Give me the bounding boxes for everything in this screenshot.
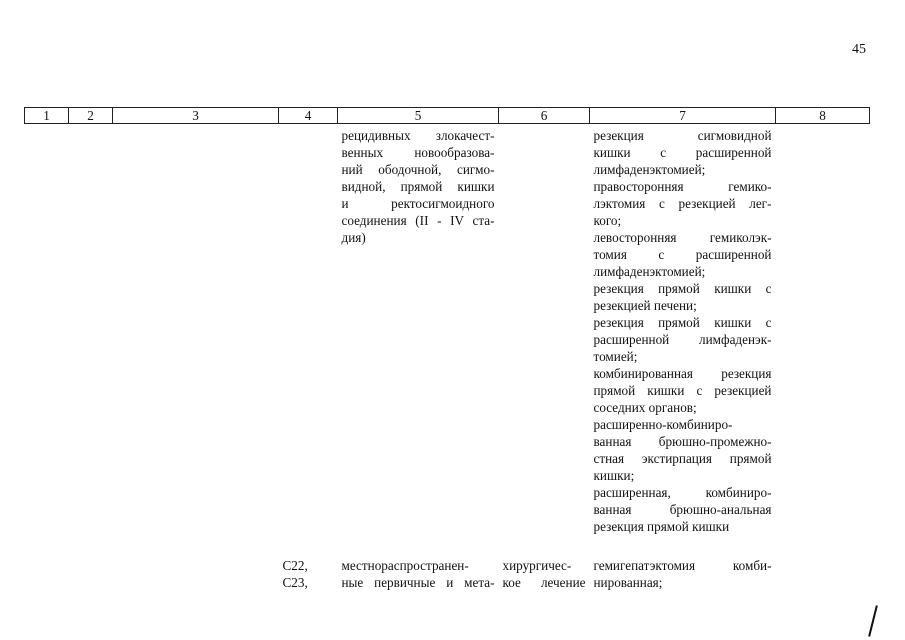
header-cell-4: 4 — [279, 108, 338, 124]
text-line: комбинированная резекция — [593, 366, 772, 381]
header-cell-7: 7 — [590, 108, 776, 124]
text-line: местнораспространен- — [341, 558, 469, 573]
text-line: левосторонняя гемиколэк- — [593, 230, 772, 245]
cell-col-3 — [113, 124, 279, 536]
diagnosis-cell — [338, 124, 499, 536]
text-line: гемигепатэктомия комби- — [593, 558, 772, 573]
cell-col-2 — [69, 535, 113, 591]
text-line: кишки; — [593, 468, 635, 483]
header-cell-1: 1 — [25, 108, 69, 124]
text-line: нированная; — [593, 575, 663, 590]
text-line: лимфаденэктомией; — [593, 264, 706, 279]
text-line: расширенной лимфаденэк- — [593, 332, 772, 347]
header-cell-6: 6 — [499, 108, 590, 124]
icd-code-cell — [279, 535, 338, 591]
cell-col-1 — [25, 124, 69, 536]
text-line: C23, — [282, 575, 308, 590]
text-line: резекция прямой кишки — [593, 519, 730, 534]
page-number: 45 — [852, 42, 866, 57]
header-cell-5: 5 — [338, 108, 499, 124]
text-line: и ректосигмоидного — [341, 196, 495, 211]
text-line: венных новообразова- — [341, 145, 495, 160]
text-line: ванная брюшно-промежно- — [593, 434, 772, 449]
text-line: резекция сигмовидной — [593, 128, 772, 143]
header-cell-8: 8 — [776, 108, 870, 124]
header-cell-3: 3 — [113, 108, 279, 124]
text-line: резекция прямой кишки с — [593, 281, 772, 296]
cell-col-2 — [69, 124, 113, 536]
text-line: расширенно-комбиниро- — [593, 417, 733, 432]
procedure-cell — [590, 124, 776, 536]
table-row — [25, 124, 870, 536]
text-line: томией; — [593, 349, 638, 364]
text-line: лэктомия с резекцией лег- — [593, 196, 772, 211]
header-row — [25, 108, 870, 124]
text-line: резекция прямой кишки с — [593, 315, 772, 330]
text-line: стная экстирпация прямой — [593, 451, 772, 466]
text-line: правосторонняя гемико- — [593, 179, 772, 194]
cell-col-1 — [25, 535, 69, 591]
text-line: соединения (II - IV ста- — [341, 213, 495, 228]
text-line: резекцией печени; — [593, 298, 697, 313]
text-line: прямой кишки с резекцией — [593, 383, 772, 398]
text-line: ванная брюшно-анальная — [593, 502, 772, 517]
cell-col-8 — [776, 124, 870, 536]
cell-col-8 — [776, 535, 870, 591]
cell-col-3 — [113, 535, 279, 591]
text-line: соседних органов; — [593, 400, 697, 415]
text-line: кишки с расширенной — [593, 145, 772, 160]
cell-col-4 — [279, 124, 338, 536]
text-line: кого; — [593, 213, 622, 228]
text-line: расширенная, комбиниро- — [593, 485, 772, 500]
diagnosis-cell — [338, 535, 499, 591]
text-line: видной, прямой кишки — [341, 179, 495, 194]
text-line: дия) — [341, 230, 366, 245]
procedure-cell — [590, 535, 776, 591]
text-line: ные первичные и мета- — [341, 575, 495, 590]
treatment-type-cell — [499, 535, 590, 591]
text-line: рецидивных злокачест- — [341, 128, 495, 143]
medical-procedures-table — [24, 107, 870, 591]
text-line: хирургичес- — [502, 558, 572, 573]
header-cell-2: 2 — [69, 108, 113, 124]
pen-stroke-mark — [868, 605, 878, 637]
text-line: томия с расширенной — [593, 247, 772, 262]
text-line: C22, — [282, 558, 308, 573]
table-row — [25, 535, 870, 591]
cell-col-6 — [499, 124, 590, 536]
text-line: лимфаденэктомией; — [593, 162, 706, 177]
text-line: ний ободочной, сигмо- — [341, 162, 495, 177]
text-line: кое лечение — [502, 575, 586, 590]
